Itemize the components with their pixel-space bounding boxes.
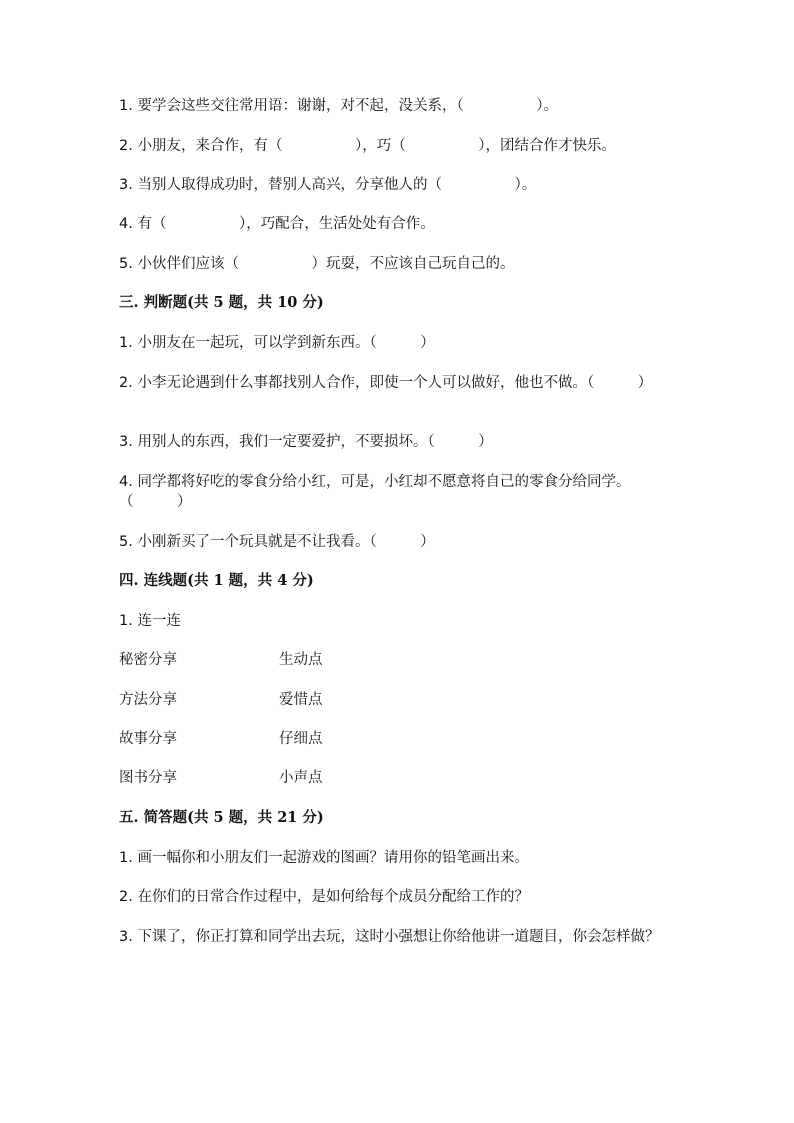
judge-item-5: 5. 小刚新买了一个玩具就是不让我看。（ ） — [119, 534, 435, 550]
fill-in-item-2: 2. 小朋友，来合作，有（ ），巧（ ），团结合作才快乐。 — [119, 138, 616, 154]
matching-right-item: 小声点 — [279, 770, 323, 786]
short-answer-item-1: 1. 画一幅你和小朋友们一起游戏的图画？请用你的铅笔画出来。 — [119, 850, 529, 866]
section-4-heading: 四. 连线题(共 1 题，共 4 分) — [119, 572, 314, 589]
judge-item-2: 2. 小李无论遇到什么事都找别人合作，即使一个人可以做好，他也不做。（ ） — [119, 375, 653, 391]
matching-question: 1. 连一连 — [119, 613, 181, 629]
short-answer-item-2: 2. 在你们的日常合作过程中，是如何给每个成员分配给工作的？ — [119, 889, 529, 905]
matching-left-item: 方法分享 — [119, 692, 177, 708]
judge-item-4: 4. 同学都将好吃的零食分给小红，可是，小红却不愿意将自己的零食分给同学。（ ） — [119, 474, 631, 510]
matching-right-item: 爱惜点 — [279, 692, 323, 708]
matching-right-item: 仔细点 — [279, 731, 323, 747]
fill-in-item-4: 4. 有（ ），巧配合，生活处处有合作。 — [119, 216, 435, 232]
matching-left-item: 图书分享 — [119, 770, 177, 786]
matching-left-item: 秘密分享 — [119, 652, 177, 668]
fill-in-item-5: 5. 小伙伴们应该（ ）玩耍，不应该自己玩自己的。 — [119, 256, 515, 272]
fill-in-item-1: 1. 要学会这些交往常用语：谢谢，对不起，没关系，（ ）。 — [119, 98, 558, 114]
section-5-heading: 五. 简答题(共 5 题，共 21 分) — [119, 809, 324, 826]
fill-in-item-3: 3. 当别人取得成功时，替别人高兴，分享他人的（ ）。 — [119, 177, 537, 193]
judge-item-1: 1. 小朋友在一起玩，可以学到新东西。（ ） — [119, 335, 435, 351]
matching-left-item: 故事分享 — [119, 731, 177, 747]
judge-item-3: 3. 用别人的东西，我们一定要爱护，不要损坏。（ ） — [119, 434, 493, 450]
short-answer-item-3: 3. 下课了，你正打算和同学出去玩，这时小强想让你给他讲一道题目，你会怎样做？ — [119, 929, 660, 945]
matching-right-item: 生动点 — [279, 652, 323, 668]
section-3-heading: 三. 判断题(共 5 题，共 10 分) — [119, 294, 324, 311]
